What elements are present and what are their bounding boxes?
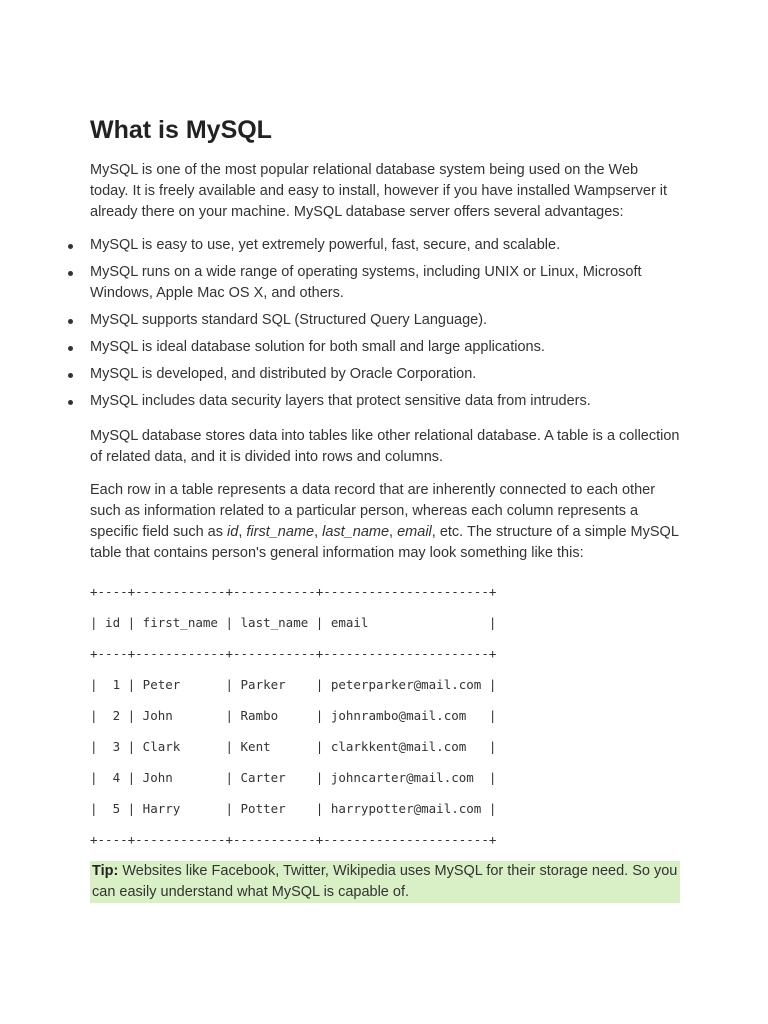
page-title: What is MySQL (90, 116, 272, 144)
article (90, 112, 680, 903)
table-row: | 3 | Clark | Kent | clarkkent@mail.com | (90, 739, 497, 754)
ascii-table (90, 576, 680, 855)
tip-box (90, 861, 680, 903)
tip-text: Websites like Facebook, Twitter, Wikipedia uses MySQL for their storage need. So you can easily understand what MySQL is capable of. (92, 863, 678, 900)
list-item: MySQL is developed, and distributed by Oracle Corporation. (90, 364, 680, 385)
text-span: , etc. The structure of a simple MySQL table that contains person's general information may look something like this: (90, 524, 679, 561)
text-span: , (314, 524, 323, 540)
text-span: , (389, 524, 398, 540)
list-item: MySQL supports standard SQL (Structured Query Language). (90, 310, 680, 331)
text-span: , (238, 524, 247, 540)
list-item: MySQL includes data security layers that protect sensitive data from intruders. (90, 391, 680, 412)
tables-paragraph: MySQL database stores data into tables like other relational database. A table is a collection of related data, and it is divided into rows and columns. (90, 428, 680, 465)
field-id: id (227, 524, 239, 540)
table-border-line: +----+------------+-----------+----------------------+ (90, 584, 497, 599)
table-row: | 1 | Peter | Parker | peterparker@mail.com | (90, 677, 497, 692)
table-header-row: | id | first_name | last_name | email | (90, 615, 497, 630)
table-row: | 5 | Harry | Potter | harrypotter@mail.com | (90, 801, 497, 816)
field-email: email (397, 524, 432, 540)
rows-columns-paragraph (90, 480, 680, 564)
intro-paragraph: MySQL is one of the most popular relational database system being used on the Web today. It is freely available and easy to install, however if you have installed Wampserver it already there on your machine. MySQL database server offers several advantages: (90, 162, 668, 220)
table-row: | 4 | John | Carter | johncarter@mail.com | (90, 770, 497, 785)
list-item: MySQL runs on a wide range of operating systems, including UNIX or Linux, Microsoft Windows, Apple Mac OS X, and others. (90, 262, 680, 304)
list-item: MySQL is ideal database solution for both small and large applications. (90, 337, 680, 358)
table-row: | 2 | John | Rambo | johnrambo@mail.com | (90, 708, 497, 723)
field-last-name: last_name (322, 524, 390, 540)
text-span: Each row in a table represents a data record that are inherently connected to each other such as information related to a particular person, whereas each column represents a specific field such as (90, 482, 656, 540)
field-first-name: first_name (246, 524, 315, 540)
table-border-line: +----+------------+-----------+----------------------+ (90, 646, 497, 661)
table-border-line: +----+------------+-----------+----------------------+ (90, 832, 497, 847)
list-item: MySQL is easy to use, yet extremely powerful, fast, secure, and scalable. (90, 235, 680, 256)
advantages-list (90, 235, 680, 412)
tip-label: Tip: (92, 863, 119, 879)
